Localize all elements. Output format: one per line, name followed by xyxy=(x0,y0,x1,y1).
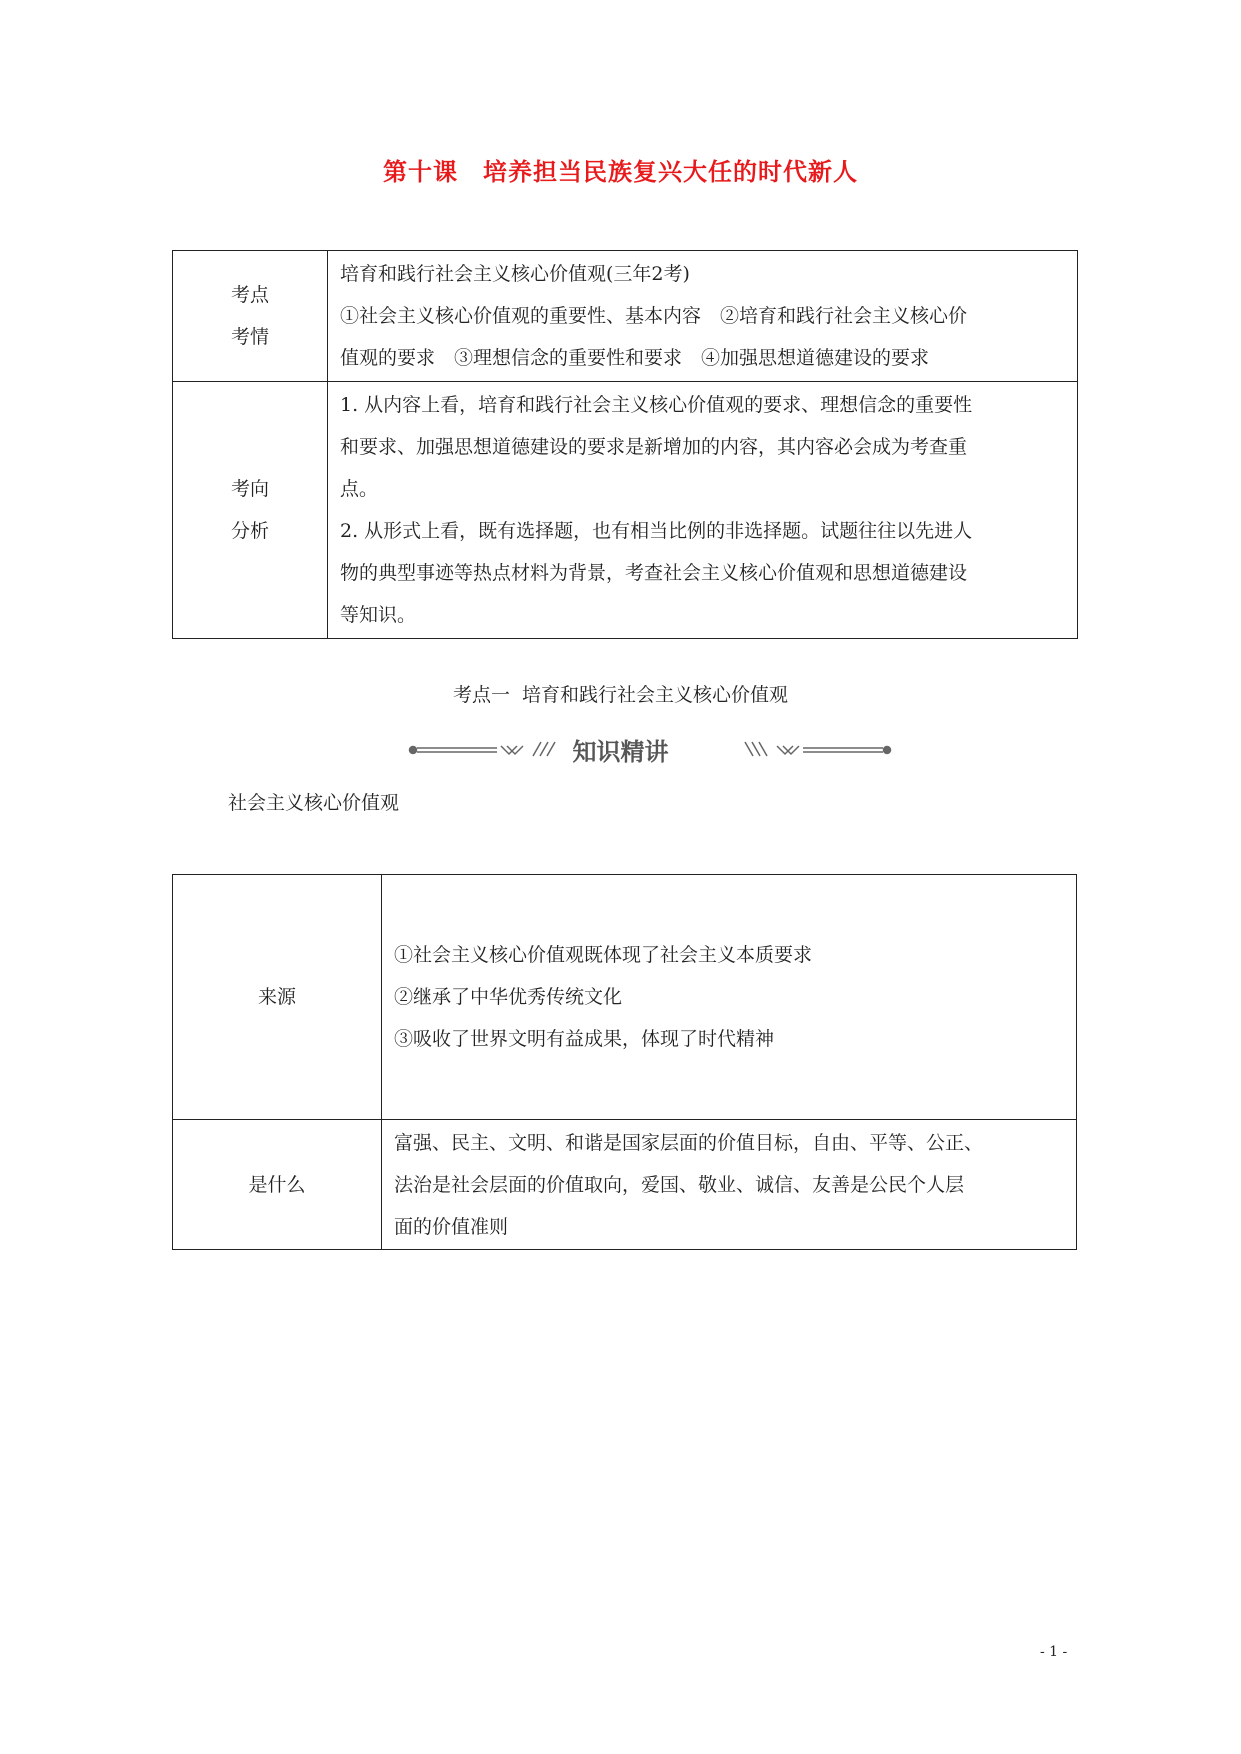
content-line: 2. 从形式上看，既有选择题，也有相当比例的非选择题。试题往往以先进人 xyxy=(340,520,973,542)
content-line: 法治是社会层面的价值取向，爱国、敬业、诚信、友善是公民个人层 xyxy=(394,1173,965,1196)
content-line: 值观的要求 ③理想信念的重要性和要求 ④加强思想道德建设的要求 xyxy=(340,347,930,369)
content-line: 面的价值准则 xyxy=(394,1215,509,1238)
subheading: 社会主义核心价值观 xyxy=(228,792,400,814)
row-content-source xyxy=(382,875,1077,1120)
content-line: 点。 xyxy=(340,478,379,500)
row-label-line: 考情 xyxy=(230,326,269,348)
content-line: 和要求、加强思想道德建设的要求是新增加的内容，其内容必会成为考查重 xyxy=(340,436,968,458)
table-row xyxy=(173,382,1078,639)
content-line: ①社会主义核心价值观的重要性、基本内容 ②培育和践行社会主义核心价 xyxy=(340,305,968,327)
content-line: 1. 从内容上看，培育和践行社会主义核心价值观的要求、理想信念的重要性 xyxy=(340,394,973,416)
knowledge-table xyxy=(172,874,1077,1250)
content-line: ②继承了中华优秀传统文化 xyxy=(394,986,623,1008)
row-label-exam-status xyxy=(173,251,328,382)
table-row xyxy=(173,1120,1077,1250)
banner-label: 知识精讲 xyxy=(572,738,669,766)
row-label-line: 分析 xyxy=(230,520,269,542)
content-line: ①社会主义核心价值观既体现了社会主义本质要求 xyxy=(394,944,813,966)
content-line: ③吸收了世界文明有益成果，体现了时代精神 xyxy=(394,1028,775,1050)
row-label-analysis xyxy=(173,382,328,639)
content-line: 培育和践行社会主义核心价值观(三年2考) xyxy=(340,263,690,285)
row-label-what: 是什么 xyxy=(173,1120,382,1250)
table-row xyxy=(173,251,1078,382)
row-content-exam-status xyxy=(328,251,1078,382)
content-line: 物的典型事迹等热点材料为背景，考查社会主义核心价值观和思想道德建设 xyxy=(340,562,968,584)
page-number: - 1 - xyxy=(1040,1644,1068,1660)
row-label-line: 考向 xyxy=(230,478,269,500)
table-row xyxy=(173,875,1077,1120)
overview-table xyxy=(172,250,1078,639)
row-content-what xyxy=(382,1120,1077,1250)
lesson-title: 第十课 培养担当民族复兴大任的时代新人 xyxy=(383,158,858,186)
section-title: 考点一 培育和践行社会主义核心价值观 xyxy=(452,684,789,706)
content-line: 富强、民主、文明、和谐是国家层面的价值目标，自由、平等、公正、 xyxy=(394,1131,984,1154)
content-line: 等知识。 xyxy=(340,604,417,626)
row-label-line: 考点 xyxy=(230,284,269,306)
row-content-analysis xyxy=(328,382,1078,639)
row-label-source: 来源 xyxy=(173,875,382,1120)
